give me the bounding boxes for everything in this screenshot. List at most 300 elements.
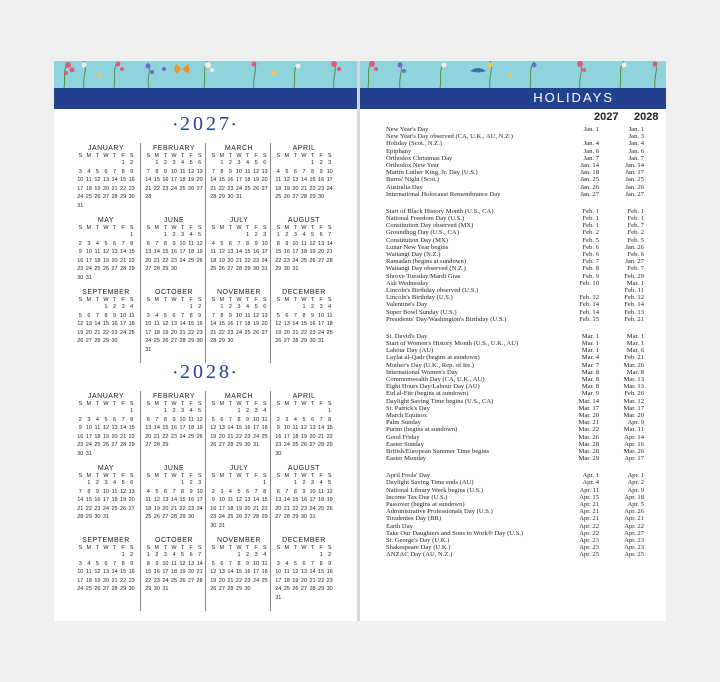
day-number: 14 bbox=[318, 425, 325, 431]
day-number: 21 bbox=[153, 433, 160, 440]
day-number: 28 bbox=[94, 338, 101, 344]
holiday-name: Valentine's Day bbox=[386, 301, 428, 309]
month-name: SEPTEMBER bbox=[82, 537, 130, 544]
blank-day bbox=[93, 231, 102, 240]
weekday-letter: T bbox=[180, 545, 185, 551]
day-number: 24 bbox=[85, 266, 92, 272]
date-2028: Feb. 21 bbox=[624, 354, 644, 362]
floral-illustration bbox=[54, 61, 358, 88]
day-number: 5 bbox=[276, 312, 280, 319]
day-number: 11 bbox=[301, 240, 307, 247]
weekday-letter: S bbox=[211, 473, 216, 479]
day-number: 25 bbox=[244, 185, 251, 192]
day-number: 8 bbox=[181, 488, 185, 495]
day-number: 30 bbox=[244, 586, 251, 592]
day-number: 28 bbox=[153, 442, 160, 448]
day-number: 18 bbox=[275, 185, 282, 192]
group-spacer bbox=[386, 198, 644, 208]
date-2027: Jan. 18 bbox=[580, 169, 599, 177]
day-number: 23 bbox=[326, 577, 333, 584]
day-number: 22 bbox=[218, 185, 225, 192]
day-number: 4 bbox=[146, 488, 150, 495]
day-number: 13 bbox=[300, 569, 308, 575]
blank-day bbox=[274, 159, 283, 168]
day-number: 6 bbox=[104, 168, 108, 175]
day-number: 31 bbox=[261, 266, 268, 272]
day-number: 18 bbox=[145, 505, 152, 512]
date-2027: Feb. 6 bbox=[582, 251, 599, 258]
day-number: 30 bbox=[275, 450, 282, 457]
month-name: NOVEMBER bbox=[216, 537, 262, 544]
holiday-row bbox=[386, 472, 644, 479]
day-number: 26 bbox=[292, 586, 299, 592]
day-number: 23 bbox=[227, 329, 234, 336]
day-number: 2 bbox=[302, 480, 306, 486]
day-number: 16 bbox=[227, 177, 234, 183]
day-number: 19 bbox=[292, 577, 299, 584]
date-2028: Feb. 29 bbox=[624, 272, 644, 280]
weekday-letter: F bbox=[121, 153, 125, 159]
day-number: 18 bbox=[244, 177, 251, 183]
date-2027: Apr. 1 bbox=[582, 472, 599, 480]
day-number: 4 bbox=[189, 408, 193, 414]
date-2027: Mar. 17 bbox=[578, 404, 599, 412]
floral-banner-left bbox=[54, 61, 358, 88]
day-number: 7 bbox=[311, 560, 315, 567]
day-number: 6 bbox=[146, 240, 150, 247]
date-2028: Feb. 21 bbox=[624, 315, 644, 323]
date-2028: Jan. 14 bbox=[625, 161, 644, 169]
day-number: 8 bbox=[237, 416, 241, 423]
day-number: 31 bbox=[235, 194, 243, 200]
day-number: 12 bbox=[292, 569, 299, 575]
day-number: 17 bbox=[218, 505, 225, 512]
blank-day bbox=[178, 303, 187, 312]
day-number: 1 bbox=[155, 160, 159, 166]
weekday-letter: F bbox=[319, 297, 323, 303]
day-number: 29 bbox=[218, 338, 225, 344]
day-number: 29 bbox=[309, 194, 316, 200]
day-number: 26 bbox=[94, 586, 101, 592]
navy-header-bar-left bbox=[54, 88, 358, 109]
day-number: 11 bbox=[111, 488, 118, 495]
weekday-letter: T bbox=[112, 297, 117, 303]
day-number: 22 bbox=[244, 257, 251, 264]
day-number: 7 bbox=[211, 168, 215, 175]
day-number: 23 bbox=[275, 442, 282, 448]
weekday-letter: S bbox=[262, 545, 267, 551]
month-name: MARCH bbox=[224, 145, 254, 152]
day-number: 26 bbox=[94, 194, 101, 200]
blank-day bbox=[144, 303, 153, 312]
day-number: 15 bbox=[128, 249, 135, 255]
weekday-letter: S bbox=[146, 473, 151, 479]
day-number: 7 bbox=[155, 240, 159, 247]
weekday-letter: S bbox=[211, 225, 216, 231]
day-number: 7 bbox=[228, 560, 232, 567]
day-number: 1 bbox=[276, 232, 280, 238]
weekday-letter: S bbox=[327, 473, 332, 479]
day-number: 11 bbox=[275, 177, 282, 183]
day-number: 10 bbox=[145, 321, 152, 327]
weekday-letter: T bbox=[293, 297, 298, 303]
day-number: 7 bbox=[95, 312, 99, 319]
day-number: 15 bbox=[244, 249, 251, 255]
day-number: 7 bbox=[146, 168, 150, 175]
day-number: 18 bbox=[188, 249, 195, 255]
weekday-letter: S bbox=[211, 401, 216, 407]
day-number: 29 bbox=[145, 586, 152, 592]
day-number: 9 bbox=[130, 168, 134, 175]
day-number: 6 bbox=[146, 416, 150, 423]
day-number: 17 bbox=[77, 577, 84, 584]
day-number: 30 bbox=[300, 514, 308, 520]
day-number: 1 bbox=[220, 304, 224, 310]
day-number: 8 bbox=[130, 416, 134, 423]
date-2027: Jan. 7 bbox=[583, 154, 599, 162]
day-number: 13 bbox=[218, 425, 225, 431]
day-number: 30 bbox=[309, 338, 316, 344]
day-number: 24 bbox=[253, 577, 260, 584]
weekday-letter: M bbox=[86, 473, 92, 479]
day-number: 28 bbox=[196, 577, 203, 584]
weekday-letter: T bbox=[163, 545, 168, 551]
holiday-row bbox=[386, 169, 644, 176]
day-number: 13 bbox=[170, 321, 178, 327]
day-number: 14 bbox=[77, 497, 84, 503]
blank-day bbox=[102, 551, 111, 560]
day-number: 1 bbox=[328, 408, 332, 414]
day-number: 9 bbox=[172, 416, 176, 423]
day-number: 13 bbox=[283, 321, 290, 327]
day-number: 30 bbox=[77, 274, 84, 281]
day-number: 1 bbox=[311, 160, 315, 166]
day-number: 15 bbox=[318, 569, 325, 575]
day-number: 24 bbox=[179, 433, 186, 440]
holiday-row bbox=[386, 479, 644, 486]
holiday-name: Daylight Saving Time ends (AU) bbox=[386, 479, 474, 487]
month-name: JUNE bbox=[163, 217, 185, 224]
day-number: 8 bbox=[220, 312, 224, 319]
day-number: 8 bbox=[220, 168, 224, 175]
weekday-letter: T bbox=[95, 297, 100, 303]
date-2028: Apr. 17 bbox=[624, 455, 644, 463]
day-number: 12 bbox=[94, 569, 101, 575]
blank-day bbox=[209, 479, 218, 488]
weekday-letter: T bbox=[293, 153, 298, 159]
blank-day bbox=[170, 479, 179, 488]
holiday-row bbox=[386, 383, 644, 390]
date-2027: Mar. 1 bbox=[581, 340, 599, 348]
day-number: 3 bbox=[311, 480, 315, 486]
weekday-letter: T bbox=[112, 153, 117, 159]
holiday-name: St. George's Day (U.K.) bbox=[386, 536, 450, 544]
day-number: 15 bbox=[261, 497, 268, 503]
day-number: 11 bbox=[188, 240, 194, 247]
day-number: 11 bbox=[94, 425, 101, 431]
weekday-letter: M bbox=[86, 297, 92, 303]
day-number: 8 bbox=[246, 240, 250, 247]
weekday-letter: S bbox=[197, 545, 202, 551]
day-number: 30 bbox=[153, 586, 160, 592]
weekday-letter: T bbox=[180, 401, 185, 407]
holiday-name: British/European Summer Time begins bbox=[386, 447, 490, 455]
day-number: 24 bbox=[120, 329, 127, 336]
day-number: 18 bbox=[244, 321, 251, 327]
day-number: 25 bbox=[283, 586, 290, 592]
day-number: 12 bbox=[94, 177, 101, 183]
day-number: 24 bbox=[292, 257, 299, 264]
date-2028: Feb. 14 bbox=[624, 301, 644, 309]
holiday-row bbox=[386, 362, 644, 369]
day-number: 1 bbox=[220, 160, 224, 166]
day-number: 26 bbox=[300, 442, 308, 448]
day-number: 12 bbox=[326, 488, 333, 495]
day-number: 2 bbox=[78, 240, 82, 247]
day-number: 5 bbox=[121, 480, 125, 486]
day-number: 12 bbox=[77, 321, 84, 327]
weekday-letter: S bbox=[211, 545, 216, 551]
weekday-letter: M bbox=[154, 473, 160, 479]
holiday-row bbox=[386, 347, 644, 354]
holiday-row bbox=[386, 333, 644, 340]
day-number: 6 bbox=[276, 488, 280, 495]
day-number: 14 bbox=[120, 249, 127, 255]
day-number: 25 bbox=[94, 442, 101, 448]
day-number: 6 bbox=[293, 168, 297, 175]
weekday-letter: T bbox=[95, 153, 100, 159]
day-number: 15 bbox=[102, 321, 110, 327]
month-march-2028 bbox=[209, 393, 269, 450]
day-number: 2 bbox=[246, 408, 250, 414]
holiday-name: Take Our Daughters and Sons to Work® Day (U.S.) bbox=[386, 529, 524, 537]
weekday-letter: T bbox=[245, 225, 250, 231]
day-number: 5 bbox=[104, 416, 108, 423]
day-number: 2 bbox=[155, 552, 159, 558]
date-2027: Feb. 7 bbox=[582, 258, 599, 266]
day-number: 9 bbox=[311, 312, 315, 319]
day-number: 25 bbox=[188, 433, 195, 440]
holiday-row bbox=[386, 244, 644, 251]
day-number: 10 bbox=[120, 312, 127, 319]
day-number: 28 bbox=[170, 514, 178, 520]
day-number: 28 bbox=[179, 338, 186, 344]
day-number: 19 bbox=[188, 177, 195, 183]
holiday-name: Shakespeare Day (U.K.) bbox=[386, 544, 451, 552]
day-number: 8 bbox=[163, 416, 167, 423]
date-2027: Apr. 11 bbox=[579, 486, 599, 494]
weekday-letter: S bbox=[129, 225, 134, 231]
blank-day bbox=[170, 303, 179, 312]
day-number: 8 bbox=[328, 416, 332, 423]
holidays-page bbox=[360, 61, 666, 621]
day-number: 15 bbox=[235, 569, 243, 575]
day-number: 27 bbox=[111, 266, 118, 272]
weekday-letter: W bbox=[236, 401, 242, 407]
blank-day bbox=[226, 551, 235, 560]
day-number: 15 bbox=[162, 249, 169, 255]
day-number: 7 bbox=[319, 416, 323, 423]
date-2027: Feb. 8 bbox=[582, 265, 599, 273]
date-2028: Mar. 26 bbox=[623, 361, 644, 369]
day-number: 31 bbox=[318, 338, 325, 344]
blank-day bbox=[226, 231, 235, 240]
month-name: FEBRUARY bbox=[153, 393, 195, 400]
day-number: 4 bbox=[87, 168, 91, 175]
column-divider bbox=[205, 143, 206, 363]
month-name: DECEMBER bbox=[282, 289, 326, 296]
day-number: 17 bbox=[120, 321, 127, 327]
day-number: 5 bbox=[104, 240, 108, 247]
day-number: 5 bbox=[328, 480, 332, 486]
day-number: 1 bbox=[87, 480, 91, 486]
weekday-letter: M bbox=[219, 473, 225, 479]
weekday-letter: S bbox=[327, 153, 332, 159]
blank-day bbox=[110, 407, 119, 416]
day-grid bbox=[76, 407, 136, 458]
day-number: 11 bbox=[244, 312, 251, 319]
day-number: 23 bbox=[253, 257, 260, 264]
blank-day bbox=[93, 159, 102, 168]
blank-day bbox=[110, 551, 119, 560]
day-number: 7 bbox=[113, 168, 117, 175]
day-number: 29 bbox=[275, 266, 282, 272]
day-number: 2 bbox=[311, 304, 315, 310]
day-number: 16 bbox=[326, 569, 333, 575]
month-july-2027 bbox=[209, 217, 269, 274]
holiday-name: National Freedom Day (U.S.) bbox=[386, 215, 465, 223]
month-january-2027 bbox=[76, 145, 136, 210]
day-number: 28 bbox=[145, 194, 152, 200]
date-2028: Feb. 6 bbox=[627, 251, 644, 258]
day-number: 27 bbox=[218, 442, 225, 448]
day-number: 1 bbox=[293, 480, 297, 486]
holiday-row bbox=[386, 523, 644, 530]
day-number: 26 bbox=[253, 329, 260, 336]
day-number: 24 bbox=[253, 433, 260, 440]
blank-day bbox=[110, 231, 119, 240]
day-number: 6 bbox=[113, 416, 117, 423]
weekday-letter: S bbox=[146, 153, 151, 159]
day-number: 20 bbox=[275, 505, 282, 512]
date-2028: Feb. 7 bbox=[627, 222, 644, 230]
day-number: 15 bbox=[235, 425, 243, 431]
day-number: 15 bbox=[162, 425, 169, 431]
year-label: 2027 bbox=[180, 113, 232, 135]
day-grid bbox=[209, 407, 269, 450]
day-number: 26 bbox=[120, 505, 127, 512]
weekday-letter: S bbox=[211, 297, 216, 303]
day-number: 26 bbox=[253, 185, 260, 192]
day-number: 18 bbox=[292, 433, 299, 440]
day-number: 28 bbox=[210, 338, 217, 344]
weekday-letter: S bbox=[78, 473, 83, 479]
day-number: 16 bbox=[128, 569, 135, 575]
day-number: 3 bbox=[237, 304, 241, 310]
blank-day bbox=[153, 303, 162, 312]
date-2027: Jan. 27 bbox=[580, 190, 599, 198]
blank-day bbox=[291, 303, 300, 312]
day-number: 14 bbox=[145, 177, 152, 183]
holiday-name: Orthodox Christmas Day bbox=[386, 154, 453, 162]
day-number: 22 bbox=[102, 329, 110, 336]
day-number: 1 bbox=[163, 408, 167, 414]
day-number: 28 bbox=[153, 266, 160, 272]
holiday-name: ANZAC Day (AU, N.Z.) bbox=[386, 551, 453, 559]
day-number: 1 bbox=[121, 552, 125, 558]
weekday-letter: W bbox=[301, 473, 307, 479]
day-number: 4 bbox=[95, 416, 99, 423]
blank-day bbox=[235, 479, 244, 488]
day-number: 16 bbox=[128, 177, 135, 183]
day-number: 7 bbox=[121, 416, 125, 423]
weekday-letter: W bbox=[236, 297, 242, 303]
day-number: 1 bbox=[121, 160, 125, 166]
day-number: 18 bbox=[179, 177, 186, 183]
date-2027: Feb. 10 bbox=[579, 279, 599, 287]
weekday-letter: W bbox=[171, 473, 177, 479]
month-december-2027 bbox=[274, 289, 334, 346]
day-number: 7 bbox=[155, 416, 159, 423]
day-number: 16 bbox=[309, 321, 316, 327]
day-number: 7 bbox=[228, 416, 232, 423]
month-june-2027 bbox=[144, 217, 204, 274]
day-number: 21 bbox=[153, 257, 160, 264]
weekday-letter: T bbox=[112, 473, 117, 479]
blank-day bbox=[300, 407, 309, 416]
weekday-letter: T bbox=[163, 225, 168, 231]
blank-day bbox=[274, 551, 283, 560]
weekday-letter: F bbox=[189, 401, 193, 407]
holiday-list bbox=[386, 126, 644, 559]
day-number: 25 bbox=[318, 505, 325, 512]
day-number: 10 bbox=[326, 168, 333, 175]
day-number: 21 bbox=[292, 329, 299, 336]
blank-day bbox=[274, 407, 283, 416]
weekday-letter: T bbox=[228, 153, 233, 159]
day-number: 3 bbox=[319, 304, 323, 310]
day-number: 12 bbox=[120, 488, 127, 495]
day-number: 16 bbox=[196, 321, 203, 327]
weekday-letter: F bbox=[254, 545, 258, 551]
day-number: 21 bbox=[326, 249, 333, 255]
weekday-letter: S bbox=[78, 401, 83, 407]
day-number: 5 bbox=[163, 312, 167, 319]
day-number: 25 bbox=[153, 338, 160, 344]
month-december-2028 bbox=[274, 537, 334, 602]
weekday-letter: F bbox=[319, 401, 323, 407]
navy-header-bar-right bbox=[360, 88, 666, 109]
date-2027: Apr. 25 bbox=[579, 551, 599, 559]
holiday-name: Constitution Day observed (MX) bbox=[386, 222, 474, 230]
holiday-row bbox=[386, 530, 644, 537]
month-name: JANUARY bbox=[87, 393, 125, 400]
weekday-letter: T bbox=[245, 473, 250, 479]
day-number: 22 bbox=[261, 505, 268, 512]
holiday-row bbox=[386, 426, 644, 433]
holiday-name: April Fools' Day bbox=[386, 472, 431, 480]
day-number: 3 bbox=[121, 304, 125, 310]
day-number: 20 bbox=[218, 433, 225, 440]
day-number: 25 bbox=[85, 194, 92, 200]
date-2027: Mar. 8 bbox=[581, 368, 599, 376]
day-number: 3 bbox=[198, 480, 202, 486]
weekday-letter: F bbox=[189, 545, 193, 551]
holiday-row bbox=[386, 294, 644, 301]
day-number: 1 bbox=[189, 304, 193, 310]
day-number: 18 bbox=[85, 577, 92, 584]
holiday-row bbox=[386, 237, 644, 244]
